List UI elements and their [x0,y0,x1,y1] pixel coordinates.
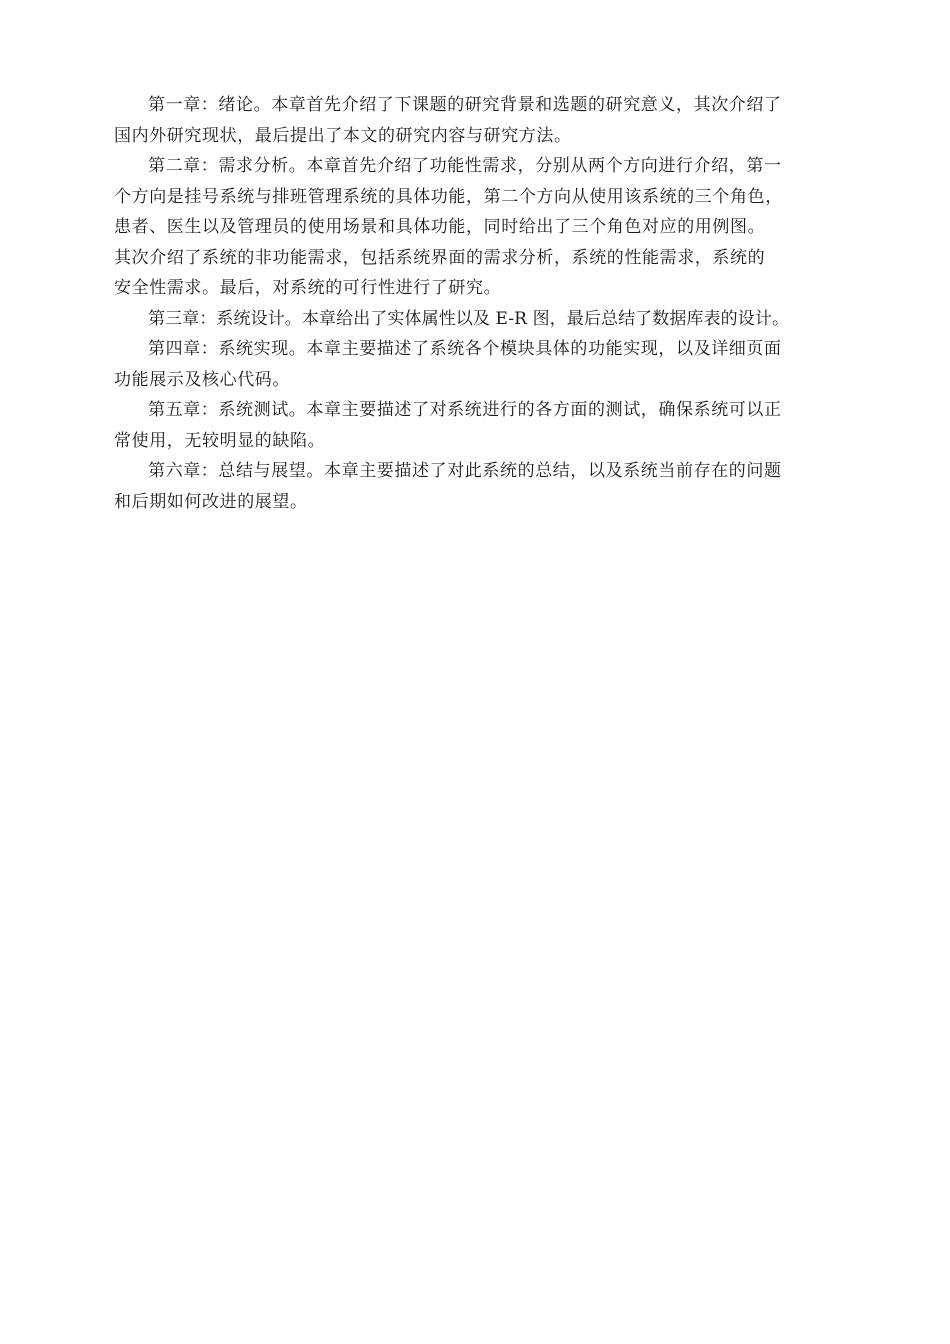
paragraph-line: 第一章：绪论。本章首先介绍了下课题的研究背景和选题的研究意义，其次介绍了 [148,95,782,115]
paragraph-line: 其次介绍了系统的非功能需求，包括系统界面的需求分析，系统的性能需求，系统的 [114,247,766,268]
paragraph-line: 第三章：系统设计。本章给出了实体属性以及 E-R 图，最后总结了数据库表的设计。 [148,308,790,329]
paragraph-chapter-1 [114,90,854,151]
paragraph-line: 个方向是挂号系统与排班管理系统的具体功能，第二个方向从使用该系统的三个角色， [114,186,783,207]
paragraph-line: 患者、医生以及管理员的使用场景和具体功能，同时给出了三个角色对应的用例图。 [114,217,766,237]
paragraph-line: 功能展示及核心代码。 [114,369,290,390]
paragraph-line: 和后期如何改进的展望。 [114,491,308,512]
paragraph-chapter-6 [114,456,854,517]
paragraph-line: 常使用，无较明显的缺陷。 [114,430,326,451]
paragraph-chapter-3 [114,304,854,335]
paragraph-chapter-5 [114,395,854,456]
paragraph-line: 第二章：需求分析。本章首先介绍了功能性需求，分别从两个方向进行介绍，第一 [148,156,782,176]
paragraph-line: 国内外研究现状，最后提出了本文的研究内容与研究方法。 [114,125,572,146]
paragraph-line: 安全性需求。最后，对系统的可行性进行了研究。 [114,278,502,298]
paragraph-line: 第四章：系统实现。本章主要描述了系统各个模块具体的功能实现，以及详细页面 [148,339,782,359]
paragraph-chapter-2 [114,151,854,304]
paragraph-chapter-4 [114,334,854,395]
paragraph-line: 第五章：系统测试。本章主要描述了对系统进行的各方面的测试，确保系统可以正 [148,400,782,420]
document-body [114,90,854,517]
paragraph-line: 第六章：总结与展望。本章主要描述了对此系统的总结，以及系统当前存在的问题 [148,461,782,481]
